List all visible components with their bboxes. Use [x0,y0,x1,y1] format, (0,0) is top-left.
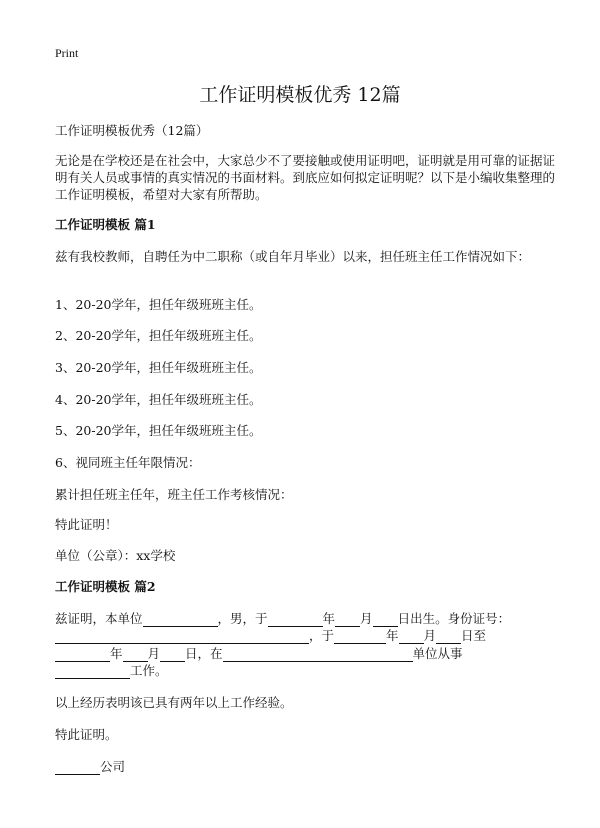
text: 月 [147,646,161,661]
blank-company [55,760,100,775]
section1-unit: 单位（公章）：xx学校 [55,548,176,563]
section1-paragraph: 兹有我校教师，自聘任为中二职称（或自年月毕业）以来，担任班主任工作情况如下： [55,249,531,264]
text: 日至 [461,628,487,643]
text: 公司 [100,759,126,774]
section1-summary: 累计担任班主任年，班主任工作考核情况： [55,487,293,502]
text: 日出生。身份证号： [397,611,511,626]
text: 年 [110,646,123,661]
text: ，男，于 [217,611,268,626]
section2-heading: 工作证明模板 篇2 [55,579,156,594]
company-line [55,758,555,775]
blank-year [334,629,386,644]
print-label: Print [55,46,79,60]
section2-experience: 以上经历表明该已具有两年以上工作经验。 [55,695,293,710]
blank-day [436,629,461,644]
blank-day [373,612,398,627]
blank-job [55,664,130,679]
blank-unit [223,647,413,662]
certificate-line-1 [55,610,555,627]
list-item: 1、20-20学年，担任年级班班主任。 [55,297,262,312]
blank-year [268,612,323,627]
list-item: 5、20-20学年，担任年级班班主任。 [55,423,262,438]
blank-month [335,612,360,627]
certificate-line-4 [55,662,555,679]
blank-name [143,612,218,627]
blank-day [160,647,185,662]
text: ，于 [309,628,335,643]
section1-heading: 工作证明模板 篇1 [55,217,156,232]
list-item: 2、20-20学年，担任年级班班主任。 [55,328,262,343]
text: 工作。 [130,663,168,678]
subtitle: 工作证明模板优秀（12篇） [55,123,209,138]
text: 年 [322,611,336,626]
intro-paragraph: 无论是在学校还是在社会中，大家总少不了要接触或使用证明吧，证明就是用可靠的证据证明有关人员或事情的真实情况的书面材料。到底应如何拟定证明呢？以下是小编收集整理的工作证明模板，希望对大家有所帮助。 [55,153,556,202]
blank-month [123,647,148,662]
text: 单位从事 [412,646,463,661]
blank-year [55,647,110,662]
certificate-line-3 [55,645,555,662]
text: 兹证明，本单位 [55,611,143,626]
list-item: 3、20-20学年，担任年级班班主任。 [55,360,262,375]
list-item: 6、视同班主任年限情况： [55,455,201,470]
text: 日，在 [185,646,223,661]
certificate-line-2 [55,627,555,644]
text: 年 [386,628,399,643]
section2-closing: 特此证明。 [55,727,118,742]
blank-id-number [55,629,309,644]
section1-closing: 特此证明！ [55,517,118,532]
text: 月 [423,628,437,643]
text: 月 [360,611,373,626]
page-title: 工作证明模板优秀 12篇 [199,84,401,106]
blank-month [399,629,424,644]
list-item: 4、20-20学年，担任年级班班主任。 [55,392,262,407]
